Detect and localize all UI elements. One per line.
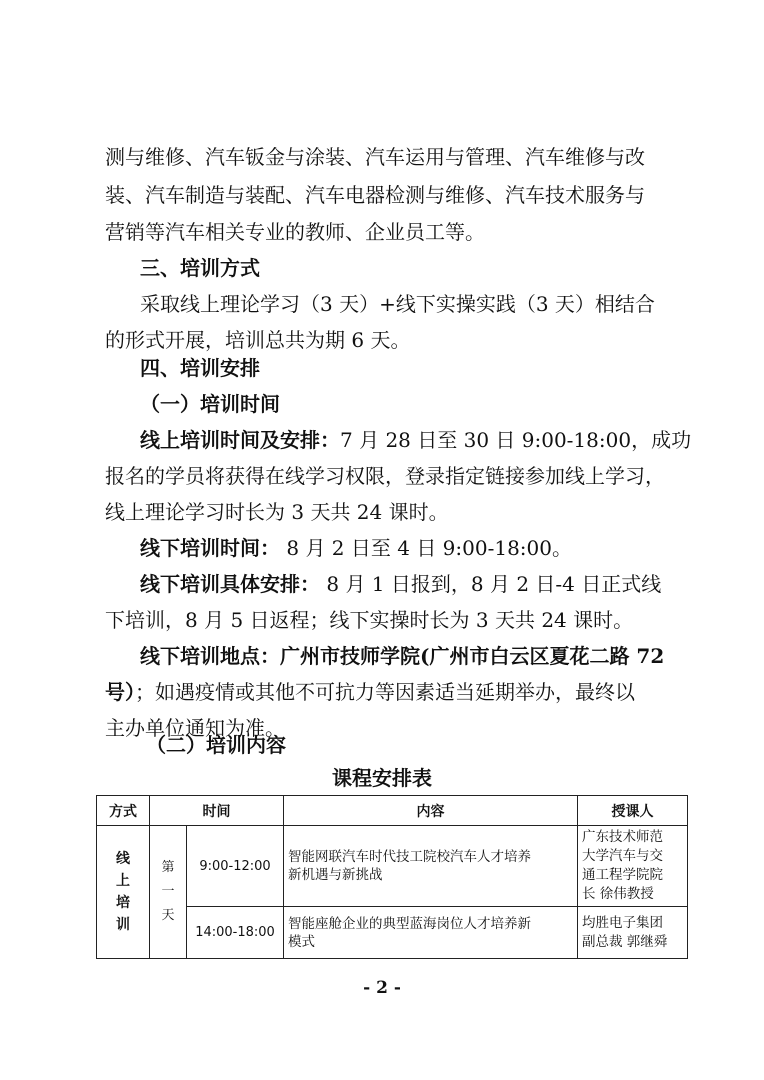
day-char: 第 bbox=[161, 860, 175, 875]
lecturer-line: 广东技术师范 bbox=[582, 829, 663, 845]
header-time: 时间 bbox=[150, 796, 284, 826]
offline-location-line-2 bbox=[105, 678, 635, 706]
body-text: ；如遇疫情或其他不可抗力等因素适当延期举办，最终以 bbox=[135, 680, 635, 704]
mode-char: 训 bbox=[116, 917, 130, 933]
offline-time-label: 线下培训时间： bbox=[140, 536, 280, 560]
content-line: 智能网联汽车时代技工院校汽车人才培养 bbox=[288, 849, 531, 865]
subsection-heading-2: （二）培训内容 bbox=[146, 733, 286, 757]
mode-char: 培 bbox=[116, 895, 130, 911]
mode-cell bbox=[97, 826, 150, 959]
day-cell bbox=[150, 826, 187, 959]
table-title: 课程安排表 bbox=[332, 766, 432, 790]
body-line: 营销等汽车相关专业的教师、企业员工等。 bbox=[105, 220, 485, 244]
header-lecturer: 授课人 bbox=[578, 796, 688, 826]
time-cell: 14:00-18:00 bbox=[187, 907, 284, 959]
table-row bbox=[97, 826, 688, 907]
section-heading-4: 四、培训安排 bbox=[140, 356, 260, 380]
section-heading-3: 三、培训方式 bbox=[140, 256, 260, 280]
page-number: - 2 - bbox=[363, 978, 401, 998]
offline-location-value-end: 号） bbox=[105, 680, 135, 704]
mode-char: 线 bbox=[116, 851, 130, 867]
content-cell bbox=[284, 826, 578, 907]
body-line: 装、汽车制造与装配、汽车电器检测与维修、汽车技术服务与 bbox=[105, 183, 645, 207]
header-mode: 方式 bbox=[97, 796, 150, 826]
body-line: 线上理论学习时长为 3 天共 24 课时。 bbox=[105, 500, 449, 524]
subsection-heading-1: （一）培训时间 bbox=[140, 392, 280, 416]
content-line: 智能座舱企业的典型蓝海岗位人才培养新 bbox=[288, 915, 531, 932]
lecturer-line: 均胜电子集团 bbox=[582, 914, 663, 931]
body-line: 下培训，8 月 5 日返程；线下实操时长为 3 天共 24 课时。 bbox=[105, 608, 634, 632]
online-schedule-line bbox=[140, 426, 691, 454]
offline-plan-label: 线下培训具体安排： bbox=[140, 572, 320, 596]
body-line: 测与维修、汽车钣金与涂装、汽车运用与管理、汽车维修与改 bbox=[105, 145, 645, 169]
offline-time-value: 8 月 2 日至 4 日 9:00-18:00。 bbox=[280, 536, 572, 560]
header-content: 内容 bbox=[284, 796, 578, 826]
lecturer-line: 副总裁 郭继舜 bbox=[582, 933, 668, 950]
offline-location-line bbox=[140, 642, 664, 670]
course-schedule-table bbox=[96, 795, 688, 959]
body-line: 主办单位通知为准。 bbox=[105, 716, 285, 740]
offline-time-line bbox=[140, 534, 572, 562]
content-line: 模式 bbox=[288, 933, 315, 950]
lecturer-line: 长 徐伟教授 bbox=[582, 886, 654, 902]
content-line: 新机遇与新挑战 bbox=[288, 867, 383, 883]
online-schedule-label: 线上培训时间及安排： bbox=[140, 428, 340, 452]
lecturer-line: 大学汽车与交 bbox=[582, 848, 663, 864]
offline-location-value: 广州市技师学院(广州市白云区夏花二路 72 bbox=[280, 644, 665, 668]
offline-location-label: 线下培训地点： bbox=[140, 644, 280, 668]
day-char: 一 bbox=[161, 884, 175, 899]
body-line: 报名的学员将获得在线学习权限，登录指定链接参加线上学习， bbox=[105, 464, 665, 488]
table-header-row bbox=[97, 796, 688, 826]
mode-char: 上 bbox=[116, 873, 130, 889]
day-char: 天 bbox=[161, 908, 175, 923]
time-cell: 9:00-12:00 bbox=[187, 826, 284, 907]
lecturer-cell bbox=[578, 907, 688, 959]
lecturer-line: 通工程学院院 bbox=[582, 867, 663, 883]
content-cell bbox=[284, 907, 578, 959]
body-line: 的形式开展，培训总共为期 6 天。 bbox=[105, 328, 411, 352]
online-schedule-text: 7 月 28 日至 30 日 9:00-18:00，成功 bbox=[340, 428, 692, 452]
lecturer-cell bbox=[578, 826, 688, 907]
offline-plan-text: 8 月 1 日报到，8 月 2 日-4 日正式线 bbox=[320, 572, 662, 596]
offline-plan-line bbox=[140, 570, 661, 598]
body-line: 采取线上理论学习（3 天）+线下实操实践（3 天）相结合 bbox=[140, 292, 655, 316]
